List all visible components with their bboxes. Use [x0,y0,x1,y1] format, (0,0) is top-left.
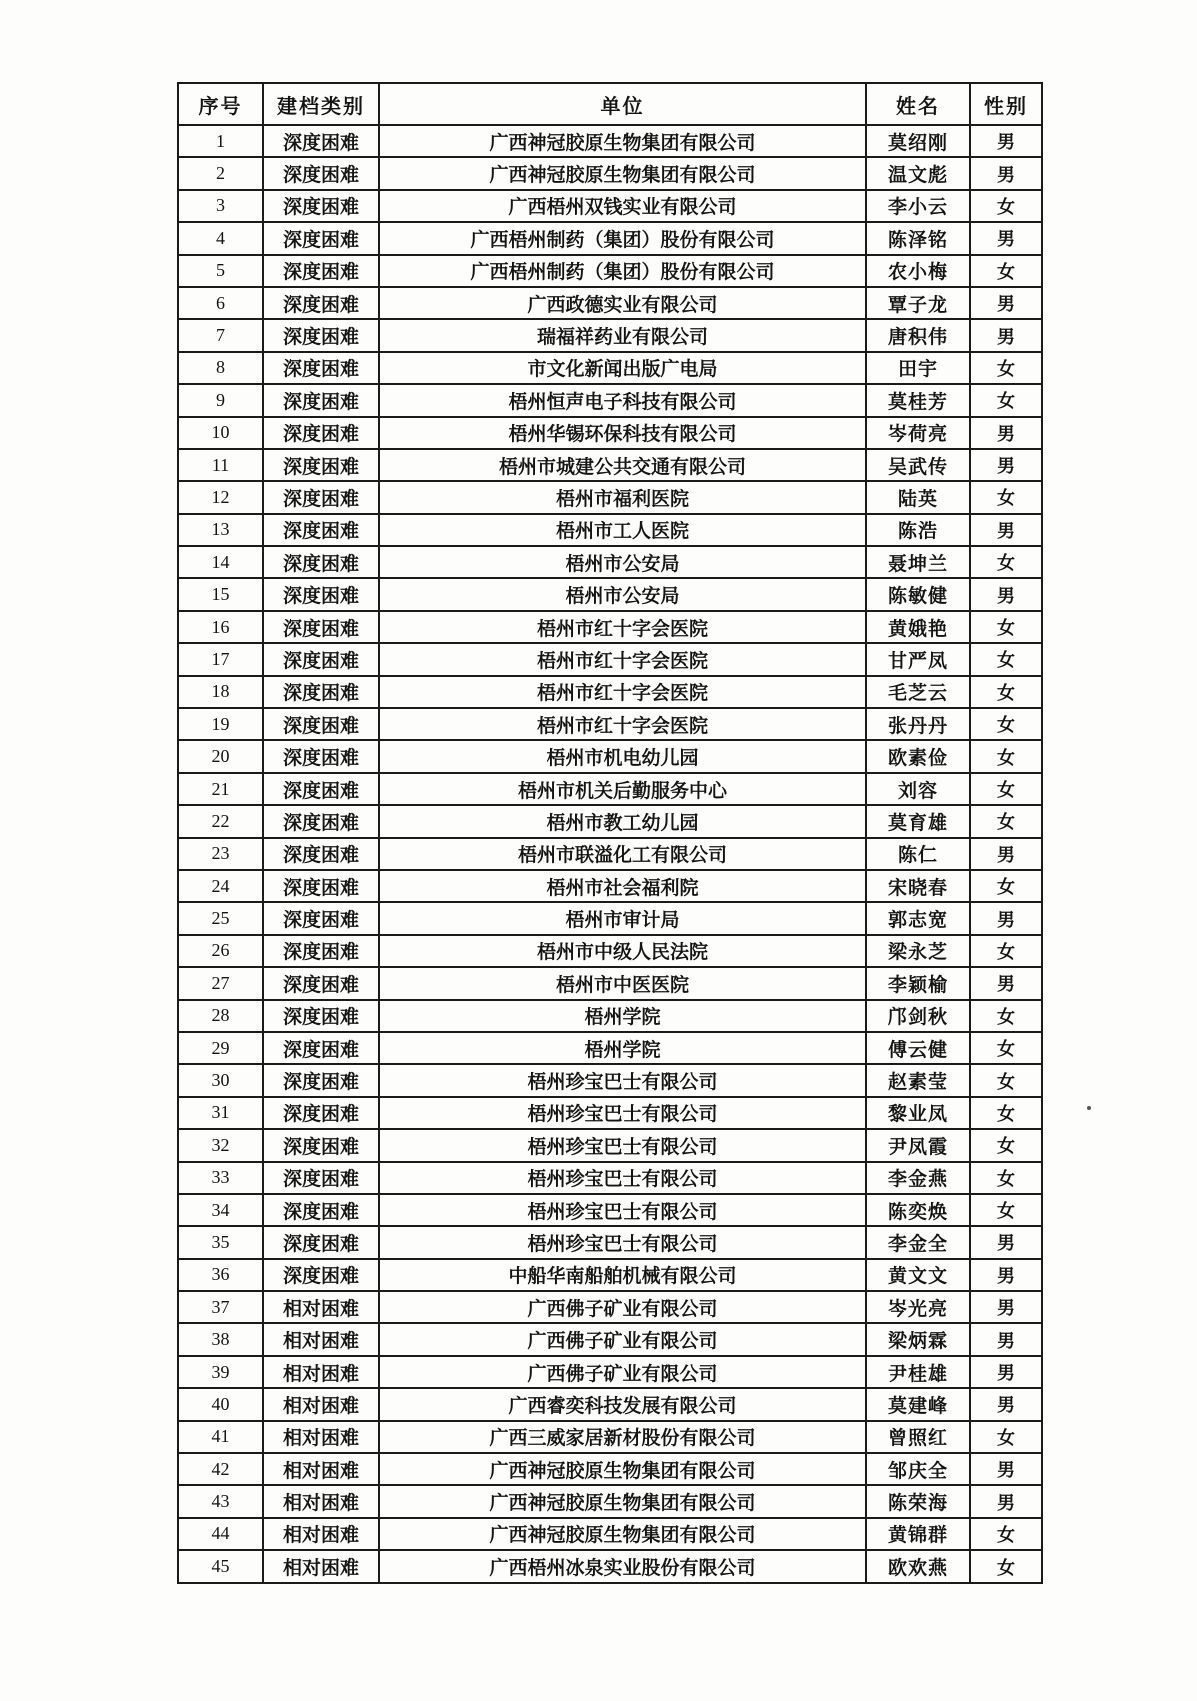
cell-gender: 男 [970,125,1042,157]
cell-category: 深度困难 [263,967,379,999]
cell-unit: 梧州珍宝巴士有限公司 [379,1162,866,1194]
cell-name: 欧素俭 [866,740,970,772]
cell-category: 深度困难 [263,157,379,189]
cell-unit: 广西政德实业有限公司 [379,287,866,319]
cell-unit: 梧州市中级人民法院 [379,935,866,967]
cell-gender: 男 [970,514,1042,546]
table-row [178,902,1042,934]
cell-no: 22 [178,805,263,837]
table-row [178,255,1042,287]
table-row [178,1000,1042,1032]
cell-unit: 梧州市教工幼儿园 [379,805,866,837]
cell-name: 李小云 [866,190,970,222]
cell-category: 深度困难 [263,481,379,513]
cell-name: 吴武传 [866,449,970,481]
cell-gender: 女 [970,1032,1042,1064]
cell-gender: 男 [970,287,1042,319]
table-row [178,1323,1042,1355]
cell-name: 李金燕 [866,1162,970,1194]
cell-category: 深度困难 [263,773,379,805]
cell-no: 16 [178,611,263,643]
cell-no: 18 [178,676,263,708]
roster-body [178,125,1042,1583]
cell-gender: 男 [970,838,1042,870]
table-row [178,481,1042,513]
cell-category: 深度困难 [263,449,379,481]
cell-gender: 女 [970,708,1042,740]
table-row [178,643,1042,675]
cell-category: 深度困难 [263,643,379,675]
cell-unit: 梧州市城建公共交通有限公司 [379,449,866,481]
cell-gender: 女 [970,870,1042,902]
cell-category: 相对困难 [263,1323,379,1355]
table-row [178,1485,1042,1517]
cell-category: 深度困难 [263,1064,379,1096]
cell-name: 陈荣海 [866,1485,970,1517]
cell-gender: 男 [970,967,1042,999]
cell-category: 深度困难 [263,1000,379,1032]
cell-category: 深度困难 [263,1259,379,1291]
cell-gender: 女 [970,1550,1042,1583]
cell-unit: 广西梧州双钱实业有限公司 [379,190,866,222]
cell-gender: 男 [970,1388,1042,1420]
cell-gender: 女 [970,384,1042,416]
cell-category: 深度困难 [263,514,379,546]
table-row [178,1162,1042,1194]
cell-name: 莫建峰 [866,1388,970,1420]
cell-unit: 梧州珍宝巴士有限公司 [379,1129,866,1161]
cell-no: 41 [178,1421,263,1453]
cell-no: 14 [178,546,263,578]
cell-category: 深度困难 [263,1226,379,1258]
cell-unit: 广西佛子矿业有限公司 [379,1323,866,1355]
cell-no: 30 [178,1064,263,1096]
cell-name: 陆英 [866,481,970,513]
cell-unit: 梧州市社会福利院 [379,870,866,902]
cell-name: 欧欢燕 [866,1550,970,1583]
cell-no: 40 [178,1388,263,1420]
cell-unit: 广西神冠胶原生物集团有限公司 [379,1518,866,1550]
table-row [178,838,1042,870]
cell-name: 李颖榆 [866,967,970,999]
table-row [178,384,1042,416]
cell-no: 3 [178,190,263,222]
cell-unit: 广西梧州冰泉实业股份有限公司 [379,1550,866,1583]
cell-unit: 梧州恒声电子科技有限公司 [379,384,866,416]
cell-unit: 广西佛子矿业有限公司 [379,1356,866,1388]
cell-unit: 广西佛子矿业有限公司 [379,1291,866,1323]
cell-name: 聂坤兰 [866,546,970,578]
cell-category: 深度困难 [263,1162,379,1194]
cell-unit: 广西三威家居新材股份有限公司 [379,1421,866,1453]
table-row [178,222,1042,254]
cell-no: 12 [178,481,263,513]
cell-unit: 梧州市公安局 [379,578,866,610]
cell-no: 33 [178,1162,263,1194]
cell-no: 31 [178,1097,263,1129]
header-serial-number: 序号 [178,83,263,125]
cell-category: 深度困难 [263,902,379,934]
table-row [178,708,1042,740]
table-row [178,611,1042,643]
cell-name: 尹桂雄 [866,1356,970,1388]
cell-name: 陈浩 [866,514,970,546]
cell-gender: 男 [970,417,1042,449]
cell-unit: 梧州珍宝巴士有限公司 [379,1064,866,1096]
cell-no: 38 [178,1323,263,1355]
cell-name: 郭志宽 [866,902,970,934]
cell-gender: 女 [970,1518,1042,1550]
cell-gender: 男 [970,902,1042,934]
cell-no: 13 [178,514,263,546]
cell-name: 覃子龙 [866,287,970,319]
cell-category: 深度困难 [263,870,379,902]
cell-unit: 市文化新闻出版广电局 [379,352,866,384]
cell-category: 相对困难 [263,1453,379,1485]
cell-category: 相对困难 [263,1550,379,1583]
cell-gender: 女 [970,1129,1042,1161]
cell-gender: 女 [970,1194,1042,1226]
table-row [178,676,1042,708]
cell-gender: 男 [970,157,1042,189]
header-row [178,83,1042,125]
cell-no: 32 [178,1129,263,1161]
cell-no: 25 [178,902,263,934]
cell-gender: 男 [970,319,1042,351]
cell-unit: 瑞福祥药业有限公司 [379,319,866,351]
cell-no: 35 [178,1226,263,1258]
cell-gender: 女 [970,546,1042,578]
cell-unit: 梧州市审计局 [379,902,866,934]
cell-name: 黎业凤 [866,1097,970,1129]
cell-unit: 梧州市红十字会医院 [379,611,866,643]
cell-no: 21 [178,773,263,805]
cell-no: 7 [178,319,263,351]
cell-unit: 梧州市红十字会医院 [379,676,866,708]
cell-name: 邹庆全 [866,1453,970,1485]
cell-category: 深度困难 [263,611,379,643]
cell-unit: 梧州珍宝巴士有限公司 [379,1097,866,1129]
cell-name: 张丹丹 [866,708,970,740]
table-row [178,773,1042,805]
cell-no: 34 [178,1194,263,1226]
cell-unit: 梧州珍宝巴士有限公司 [379,1194,866,1226]
cell-category: 深度困难 [263,417,379,449]
cell-no: 1 [178,125,263,157]
cell-name: 莫绍刚 [866,125,970,157]
cell-category: 深度困难 [263,805,379,837]
cell-unit: 广西梧州制药（集团）股份有限公司 [379,255,866,287]
table-row [178,1388,1042,1420]
cell-category: 深度困难 [263,287,379,319]
cell-unit: 梧州市红十字会医院 [379,643,866,675]
cell-gender: 女 [970,676,1042,708]
cell-gender: 女 [970,1000,1042,1032]
table-row [178,870,1042,902]
cell-name: 田宇 [866,352,970,384]
cell-category: 深度困难 [263,125,379,157]
cell-gender: 女 [970,190,1042,222]
cell-category: 深度困难 [263,838,379,870]
cell-name: 梁炳霖 [866,1323,970,1355]
cell-unit: 梧州市工人医院 [379,514,866,546]
cell-gender: 男 [970,1485,1042,1517]
header-name: 姓名 [866,83,970,125]
table-row [178,935,1042,967]
cell-category: 相对困难 [263,1518,379,1550]
cell-no: 24 [178,870,263,902]
cell-category: 相对困难 [263,1291,379,1323]
cell-no: 44 [178,1518,263,1550]
cell-unit: 广西神冠胶原生物集团有限公司 [379,157,866,189]
cell-unit: 梧州市红十字会医院 [379,708,866,740]
cell-gender: 男 [970,1453,1042,1485]
table-row [178,319,1042,351]
table-row [178,1194,1042,1226]
cell-name: 邝剑秋 [866,1000,970,1032]
cell-name: 梁永芝 [866,935,970,967]
cell-no: 23 [178,838,263,870]
table-row [178,1032,1042,1064]
table-row [178,1259,1042,1291]
cell-no: 6 [178,287,263,319]
cell-name: 陈敏健 [866,578,970,610]
cell-unit: 梧州市中医医院 [379,967,866,999]
table-row [178,352,1042,384]
table-row [178,1064,1042,1096]
cell-name: 傅云健 [866,1032,970,1064]
cell-name: 甘严凤 [866,643,970,675]
cell-name: 陈泽铭 [866,222,970,254]
table-row [178,740,1042,772]
cell-gender: 男 [970,1323,1042,1355]
table-row [178,578,1042,610]
table-row [178,1129,1042,1161]
cell-no: 29 [178,1032,263,1064]
cell-category: 深度困难 [263,676,379,708]
cell-unit: 梧州华锡环保科技有限公司 [379,417,866,449]
cell-no: 28 [178,1000,263,1032]
cell-unit: 梧州市福利医院 [379,481,866,513]
cell-unit: 梧州珍宝巴士有限公司 [379,1226,866,1258]
cell-unit: 广西神冠胶原生物集团有限公司 [379,1453,866,1485]
cell-name: 黄文文 [866,1259,970,1291]
cell-category: 深度困难 [263,1097,379,1129]
cell-gender: 男 [970,578,1042,610]
cell-category: 深度困难 [263,1032,379,1064]
cell-unit: 中船华南船舶机械有限公司 [379,1259,866,1291]
cell-name: 黄锦群 [866,1518,970,1550]
cell-category: 深度困难 [263,222,379,254]
cell-gender: 女 [970,255,1042,287]
cell-name: 赵素莹 [866,1064,970,1096]
cell-category: 深度困难 [263,190,379,222]
cell-name: 农小梅 [866,255,970,287]
cell-gender: 女 [970,773,1042,805]
cell-unit: 梧州学院 [379,1032,866,1064]
cell-category: 深度困难 [263,384,379,416]
cell-category: 相对困难 [263,1485,379,1517]
cell-name: 莫桂芳 [866,384,970,416]
cell-category: 深度困难 [263,319,379,351]
table-row [178,805,1042,837]
cell-no: 37 [178,1291,263,1323]
cell-gender: 男 [970,222,1042,254]
table-row [178,417,1042,449]
cell-no: 5 [178,255,263,287]
cell-unit: 梧州市联溢化工有限公司 [379,838,866,870]
header-unit: 单位 [379,83,866,125]
cell-category: 深度困难 [263,578,379,610]
cell-gender: 女 [970,1162,1042,1194]
cell-no: 43 [178,1485,263,1517]
cell-no: 2 [178,157,263,189]
cell-unit: 广西睿奕科技发展有限公司 [379,1388,866,1420]
cell-no: 4 [178,222,263,254]
cell-name: 陈奕焕 [866,1194,970,1226]
cell-name: 温文彪 [866,157,970,189]
table-row [178,1291,1042,1323]
cell-name: 黄娥艳 [866,611,970,643]
cell-category: 深度困难 [263,740,379,772]
cell-name: 唐积伟 [866,319,970,351]
cell-name: 李金全 [866,1226,970,1258]
cell-category: 深度困难 [263,935,379,967]
cell-no: 9 [178,384,263,416]
cell-gender: 女 [970,1421,1042,1453]
cell-name: 莫育雄 [866,805,970,837]
table-row [178,1421,1042,1453]
scan-speckle [1087,1106,1091,1110]
cell-gender: 女 [970,1097,1042,1129]
cell-category: 相对困难 [263,1356,379,1388]
cell-category: 深度困难 [263,1194,379,1226]
cell-no: 15 [178,578,263,610]
cell-no: 17 [178,643,263,675]
cell-unit: 广西梧州制药（集团）股份有限公司 [379,222,866,254]
cell-gender: 男 [970,1259,1042,1291]
cell-category: 相对困难 [263,1421,379,1453]
cell-no: 8 [178,352,263,384]
cell-no: 42 [178,1453,263,1485]
cell-unit: 梧州市机关后勤服务中心 [379,773,866,805]
cell-name: 尹凤霞 [866,1129,970,1161]
cell-no: 36 [178,1259,263,1291]
cell-name: 岑光亮 [866,1291,970,1323]
cell-gender: 女 [970,643,1042,675]
cell-no: 45 [178,1550,263,1583]
cell-gender: 男 [970,1356,1042,1388]
cell-name: 陈仁 [866,838,970,870]
cell-unit: 广西神冠胶原生物集团有限公司 [379,125,866,157]
header-gender: 性别 [970,83,1042,125]
cell-gender: 女 [970,740,1042,772]
table-row [178,287,1042,319]
cell-unit: 梧州学院 [379,1000,866,1032]
cell-no: 10 [178,417,263,449]
cell-category: 深度困难 [263,546,379,578]
cell-gender: 女 [970,805,1042,837]
table-row [178,1518,1042,1550]
table-row [178,190,1042,222]
cell-name: 曾照红 [866,1421,970,1453]
cell-name: 毛芝云 [866,676,970,708]
cell-category: 相对困难 [263,1388,379,1420]
table-row [178,1226,1042,1258]
cell-gender: 男 [970,449,1042,481]
cell-no: 27 [178,967,263,999]
cell-name: 刘容 [866,773,970,805]
header-filing-category: 建档类别 [263,83,379,125]
table-row [178,157,1042,189]
table-row [178,1097,1042,1129]
table-row [178,449,1042,481]
cell-no: 26 [178,935,263,967]
cell-no: 19 [178,708,263,740]
table-row [178,514,1042,546]
cell-no: 20 [178,740,263,772]
table-row [178,546,1042,578]
roster-table [177,82,1043,1584]
cell-gender: 女 [970,352,1042,384]
cell-gender: 男 [970,1226,1042,1258]
cell-no: 39 [178,1356,263,1388]
cell-gender: 女 [970,935,1042,967]
cell-category: 深度困难 [263,1129,379,1161]
table-row [178,1550,1042,1583]
cell-name: 宋晓春 [866,870,970,902]
table-row [178,125,1042,157]
table-row [178,1356,1042,1388]
cell-name: 岑荷亮 [866,417,970,449]
table-row [178,1453,1042,1485]
cell-gender: 女 [970,1064,1042,1096]
cell-no: 11 [178,449,263,481]
cell-gender: 女 [970,611,1042,643]
cell-unit: 广西神冠胶原生物集团有限公司 [379,1485,866,1517]
cell-category: 深度困难 [263,255,379,287]
cell-gender: 男 [970,1291,1042,1323]
table-row [178,967,1042,999]
cell-unit: 梧州市公安局 [379,546,866,578]
cell-unit: 梧州市机电幼儿园 [379,740,866,772]
cell-gender: 女 [970,481,1042,513]
cell-category: 深度困难 [263,708,379,740]
cell-category: 深度困难 [263,352,379,384]
